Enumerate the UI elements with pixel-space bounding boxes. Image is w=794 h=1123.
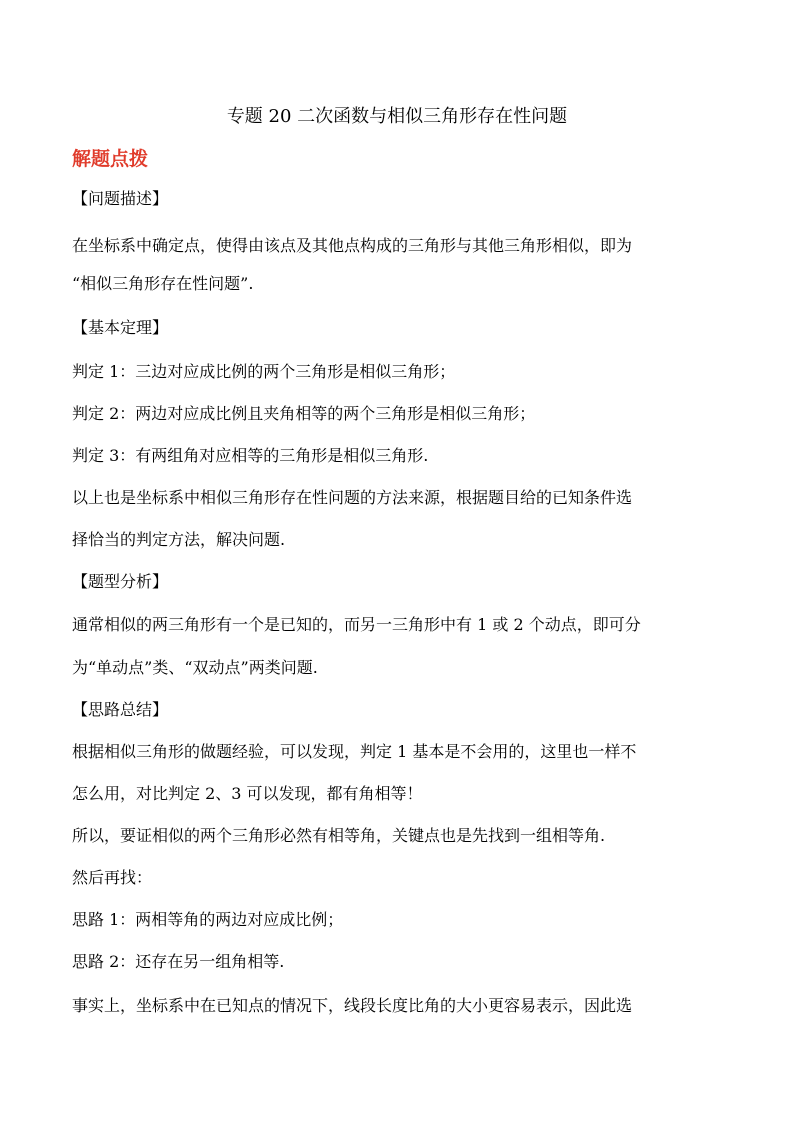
paragraph-line: 所以，要证相似的两个三角形必然有相等角，关键点也是先找到一组相等角. xyxy=(72,826,606,845)
paragraph-line: 然后再找： xyxy=(72,868,153,887)
paragraph-line: 根据相似三角形的做题经验，可以发现，判定 1 基本是不会用的，这里也一样不 xyxy=(72,742,637,761)
heading-type-analysis: 【题型分析】 xyxy=(72,572,169,591)
theorem-line: 判定 3：有两组角对应相等的三角形是相似三角形. xyxy=(72,446,429,465)
paragraph-line: 怎么用，对比判定 2、3 可以发现，都有角相等！ xyxy=(72,784,423,803)
theorem-line: 判定 1：三边对应成比例的两个三角形是相似三角形； xyxy=(72,362,456,381)
paragraph-line: 以上也是坐标系中相似三角形存在性问题的方法来源，根据题目给的已知条件选 xyxy=(72,488,633,507)
heading-basic-theorem: 【基本定理】 xyxy=(72,318,169,337)
paragraph-line: “相似三角形存在性问题”. xyxy=(72,274,254,293)
idea-line: 思路 2：还存在另一组角相等. xyxy=(72,952,285,971)
heading-idea-summary: 【思路总结】 xyxy=(72,700,169,719)
theorem-line: 判定 2：两边对应成比例且夹角相等的两个三角形是相似三角形； xyxy=(72,404,536,423)
paragraph-line: 择恰当的判定方法，解决问题. xyxy=(72,530,286,549)
paragraph-line: 在坐标系中确定点，使得由该点及其他点构成的三角形与其他三角形相似，即为 xyxy=(72,236,633,255)
page-title: 专题 20 二次函数与相似三角形存在性问题 xyxy=(226,106,568,127)
paragraph-line: 事实上，坐标系中在已知点的情况下，线段长度比角的大小更容易表示，因此选 xyxy=(72,996,633,1015)
idea-line: 思路 1：两相等角的两边对应成比例； xyxy=(72,910,344,929)
paragraph-line: 为“单动点”类、“双动点”两类问题. xyxy=(72,658,318,677)
heading-problem-description: 【问题描述】 xyxy=(72,189,169,208)
paragraph-line: 通常相似的两三角形有一个是已知的，而另一三角形中有 1 或 2 个动点，即可分 xyxy=(72,615,641,634)
section-heading: 解题点拨 xyxy=(72,148,149,170)
